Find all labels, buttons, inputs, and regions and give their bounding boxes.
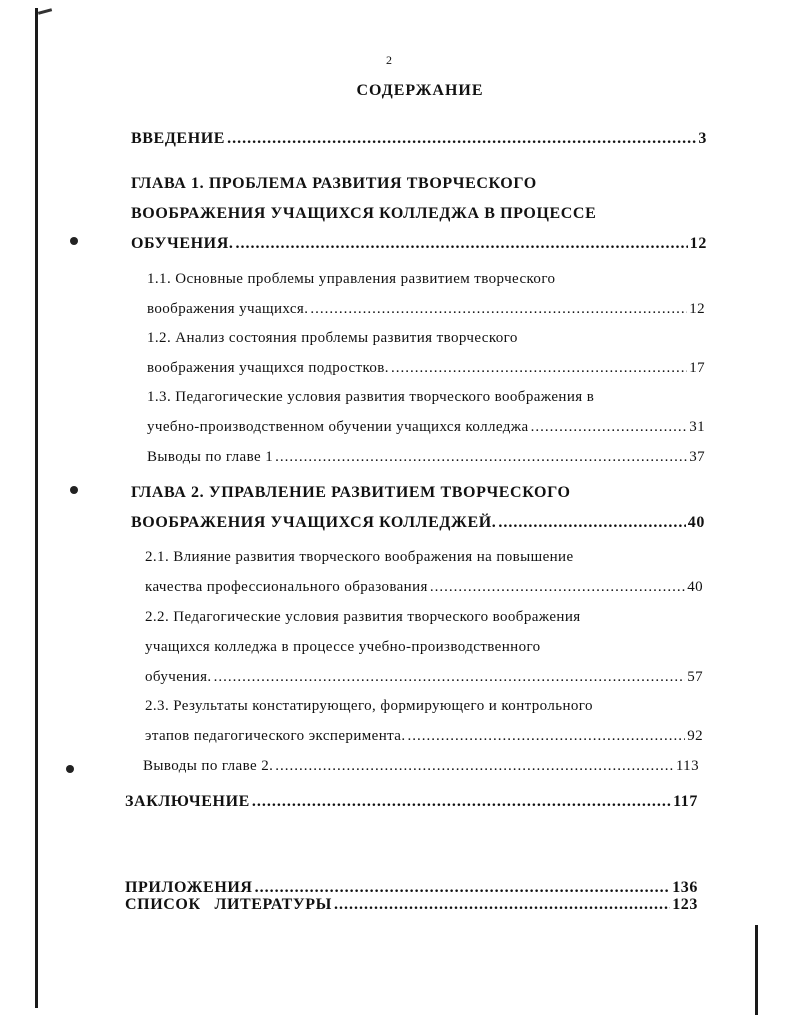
toc-entry-bibliography[interactable]: СПИСОК ЛИТЕРАТУРЫ ..... 123 bbox=[125, 830, 698, 980]
toc-entry-conclusions-1[interactable]: Выводы по главе 1 ..... 37 bbox=[147, 442, 705, 472]
toc-entry-1-3[interactable]: 1.3. Педагогические условия развития творческого воображения в учебно-производственном обучении учащихся колледжа ..... 31 bbox=[147, 382, 705, 442]
page-ref: 12 bbox=[689, 235, 707, 252]
toc-entry-chapter-2[interactable]: ГЛАВА 2. УПРАВЛЕНИЕ РАЗВИТИЕМ ТВОРЧЕСКОГО ВООБРАЖЕНИЯ УЧАЩИХСЯ КОЛЛЕДЖЕЙ. ..... 40 bbox=[131, 478, 705, 538]
toc-entry-2-2[interactable]: 2.2. Педагогические условия развития творческого воображения учащихся колледжа в процессе учебно-производственного обучения. ..... 57 bbox=[145, 602, 703, 692]
page-ref: 40 bbox=[687, 579, 703, 595]
toc-entry-2-3[interactable]: 2.3. Результаты констатирующего, формирующего и контрольного этапов педагогического эксперимента. ..... 92 bbox=[145, 691, 703, 751]
page-ref: 136 bbox=[672, 879, 698, 896]
page-ref: 31 bbox=[689, 419, 705, 435]
page-ref: 12 bbox=[689, 301, 705, 317]
toc-entry-2-1[interactable]: 2.1. Влияние развития творческого воображения на повышение качества профессионального образования ..... 40 bbox=[145, 542, 703, 602]
toc-entry-conclusions-2[interactable]: Выводы по главе 2. ..... 113 bbox=[143, 751, 699, 781]
page-ref: 40 bbox=[687, 514, 705, 531]
page-number: 2 bbox=[386, 53, 392, 67]
page-ref: 123 bbox=[672, 896, 698, 913]
page-ref: 17 bbox=[689, 360, 705, 376]
toc-title: СОДЕРЖАНИЕ bbox=[356, 82, 484, 99]
toc-entry-appendices[interactable]: ПРИЛОЖЕНИЯ ..... 136 bbox=[125, 873, 698, 903]
page-ref: 113 bbox=[675, 758, 699, 774]
page-ref: 37 bbox=[689, 449, 705, 465]
toc-entry-chapter-1[interactable]: ГЛАВА 1. ПРОБЛЕМА РАЗВИТИЯ ТВОРЧЕСКОГО ВООБРАЖЕНИЯ УЧАЩИХСЯ КОЛЛЕДЖА В ПРОЦЕССЕ ОБУЧЕНИЯ. ..... 12 bbox=[131, 169, 707, 259]
toc-entry-1-1[interactable]: 1.1. Основные проблемы управления развитием творческого воображения учащихся. ..... 12 bbox=[147, 264, 705, 324]
toc-entry-conclusion[interactable]: ЗАКЛЮЧЕНИЕ ..... 117 bbox=[125, 787, 698, 817]
toc-entry-introduction[interactable]: ВВЕДЕНИЕ ..... 3 bbox=[131, 124, 707, 154]
page-ref: 3 bbox=[698, 130, 707, 147]
page-ref: 92 bbox=[687, 728, 703, 744]
toc-entry-1-2[interactable]: 1.2. Анализ состояния проблемы развития творческого воображения учащихся подростков. ..... 17 bbox=[147, 323, 705, 383]
page-ref: 117 bbox=[673, 793, 698, 810]
page-ref: 57 bbox=[687, 669, 703, 685]
